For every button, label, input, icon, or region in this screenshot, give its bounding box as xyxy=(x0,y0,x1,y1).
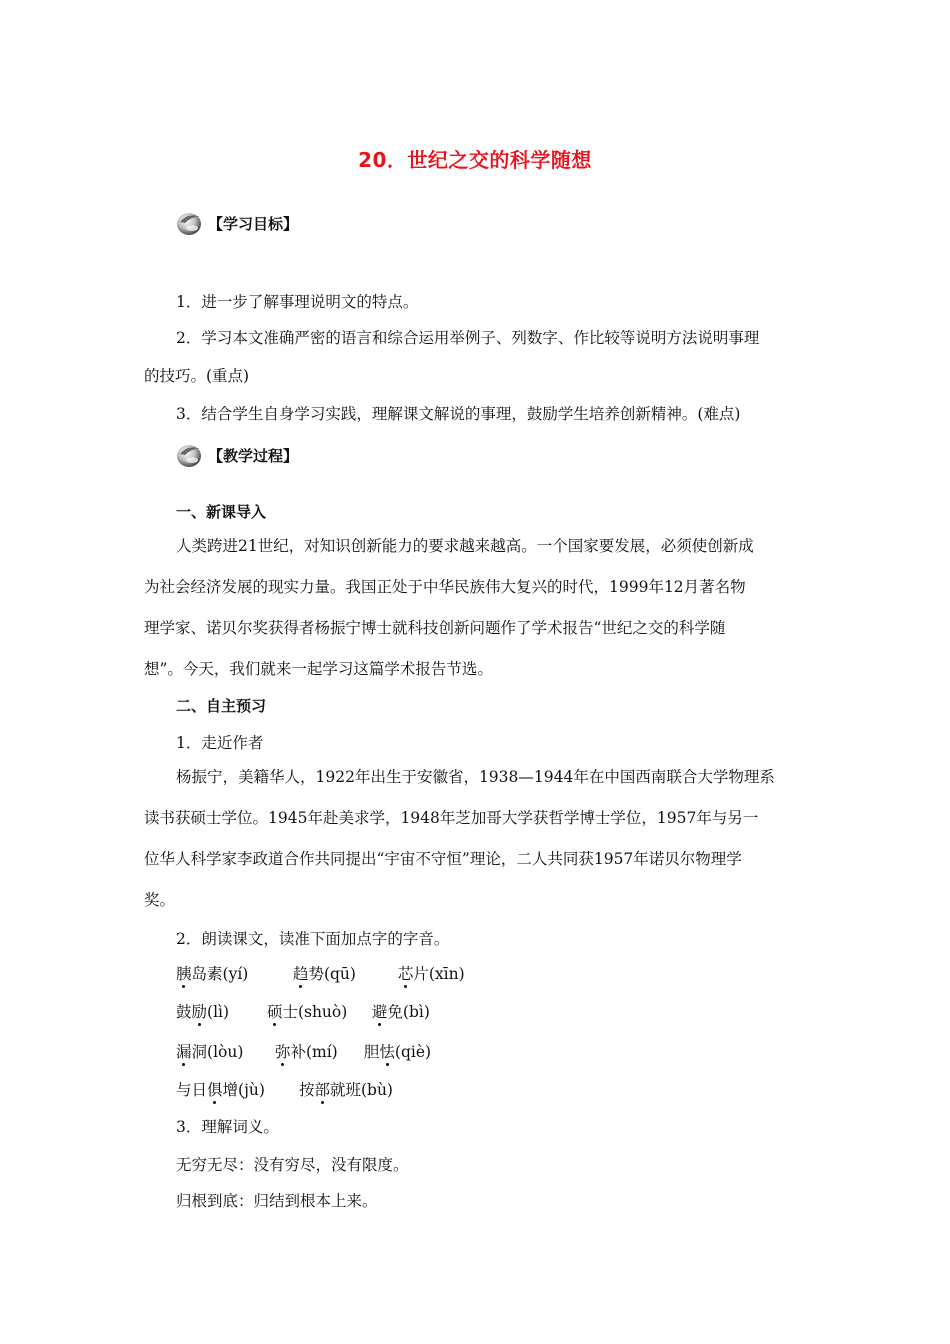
paragraph-line: 奖。 xyxy=(144,891,176,909)
pronunciation-item: 与日俱增(jù) xyxy=(176,1081,265,1099)
part2-heading: 二、自主预习 xyxy=(176,697,267,715)
goal-line: 3．结合学生自身学习实践，理解课文解说的事理，鼓励学生培养创新精神。(难点) xyxy=(176,405,741,423)
paragraph-line: 人类跨进21世纪，对知识创新能力的要求越来越高。一个国家要发展，必须使创新成 xyxy=(176,537,754,555)
pronunciation-row xyxy=(176,1040,431,1062)
pronunciation-item: 胰岛素(yí) xyxy=(176,965,249,983)
section-bullet-icon xyxy=(174,440,206,470)
part1-heading: 一、新课导入 xyxy=(176,503,267,521)
pronunciation-item: 避免(bì) xyxy=(371,1003,430,1021)
paragraph-line: 想”。今天，我们就来一起学习这篇学术报告节选。 xyxy=(144,660,493,678)
paragraph-line: 读书获硕士学位。1945年赴美求学，1948年芝加哥大学获哲学博士学位，1957年与另一 xyxy=(144,809,759,827)
pronunciation-row xyxy=(176,1078,393,1100)
goals-heading-label: 【学习目标】 xyxy=(208,214,299,233)
goal-line: 1．进一步了解事理说明文的特点。 xyxy=(176,293,419,311)
page-title: 20．世纪之交的科学随想 xyxy=(358,148,592,172)
pronunciation-row xyxy=(176,962,465,984)
pronunciation-item: 芯片(xīn) xyxy=(397,965,465,983)
vocab-line: 归根到底：归结到根本上来。 xyxy=(176,1192,378,1210)
pronunciation-item: 鼓励(lì) xyxy=(176,1003,230,1021)
process-heading-label: 【教学过程】 xyxy=(208,446,299,465)
subheading: 2．朗读课文，读准下面加点字的字音。 xyxy=(176,930,450,948)
goal-line: 的技巧。(重点) xyxy=(144,367,250,385)
pronunciation-item: 胆怯(qiè) xyxy=(363,1043,432,1061)
goal-line: 2．学习本文准确严密的语言和综合运用举例子、列数字、作比较等说明方法说明事理 xyxy=(176,329,760,347)
paragraph-line: 为社会经济发展的现实力量。我国正处于中华民族伟大复兴的时代，1999年12月著名物 xyxy=(144,578,746,596)
subheading: 1．走近作者 xyxy=(176,734,264,752)
paragraph-line: 理学家、诺贝尔奖获得者杨振宁博士就科技创新问题作了学术报告“世纪之交的科学随 xyxy=(144,619,726,637)
paragraph-line: 位华人科学家李政道合作共同提出“宇宙不守恒”理论，二人共同获1957年诺贝尔物理学 xyxy=(144,850,742,868)
pronunciation-item: 趋势(qū) xyxy=(292,965,356,983)
pronunciation-row xyxy=(176,1000,430,1022)
section-bullet-icon xyxy=(174,208,206,238)
pronunciation-item: 漏洞(lòu) xyxy=(176,1043,244,1061)
goals-heading xyxy=(174,206,298,240)
pronunciation-item: 按部就班(bù) xyxy=(298,1081,393,1099)
process-heading xyxy=(174,438,298,472)
paragraph-line: 杨振宁，美籍华人，1922年出生于安徽省，1938—1944年在中国西南联合大学物理系 xyxy=(176,768,775,786)
pronunciation-item: 弥补(mí) xyxy=(274,1043,338,1061)
pronunciation-item: 硕士(shuò) xyxy=(266,1003,348,1021)
subheading: 3．理解词义。 xyxy=(176,1118,279,1136)
vocab-line: 无穷无尽：没有穷尽，没有限度。 xyxy=(176,1156,409,1174)
